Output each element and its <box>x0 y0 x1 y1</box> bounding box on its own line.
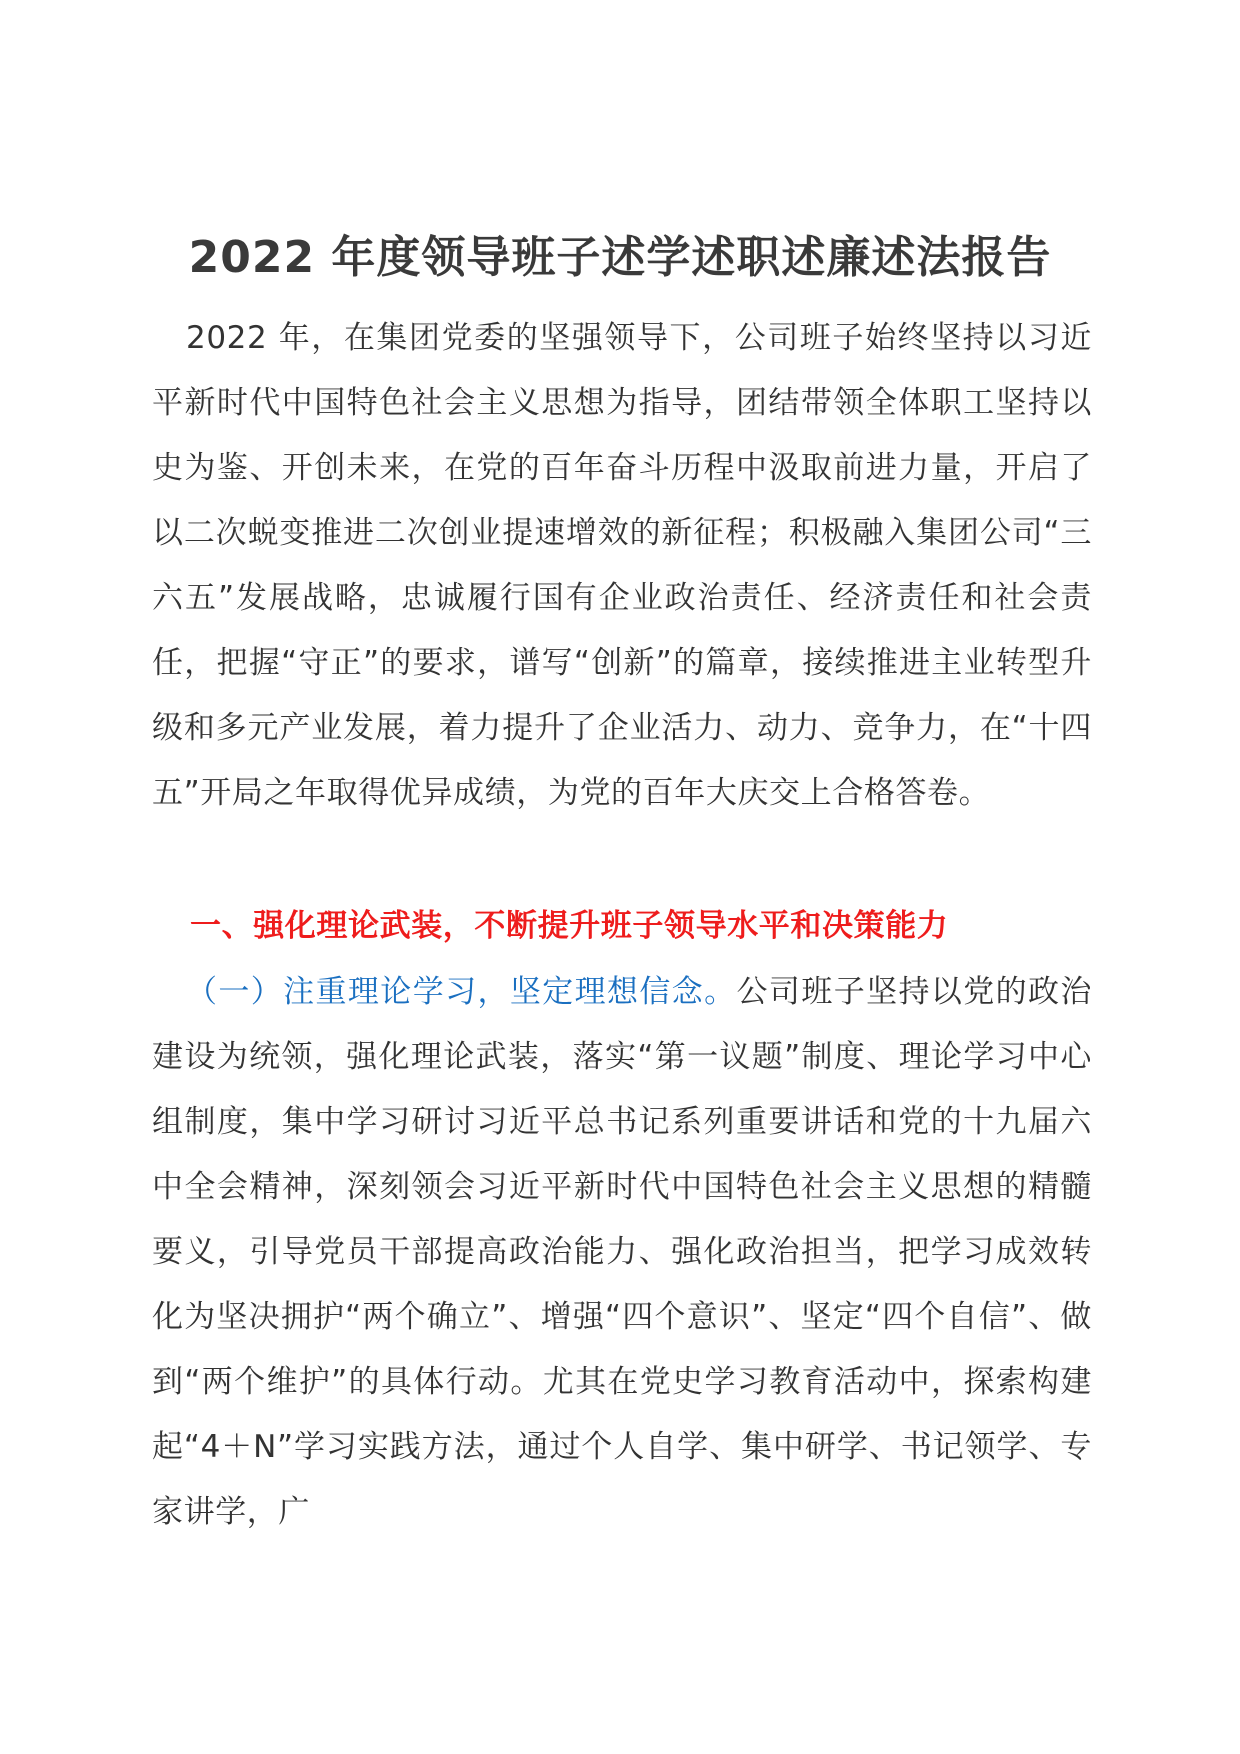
subsection-1-paragraph <box>152 960 1092 1545</box>
section-heading-1: 一、强化理论武装，不断提升班子领导水平和决策能力 <box>190 908 949 944</box>
subsection-heading-1: （一）注重理论学习，坚定理想信念。 <box>186 974 737 1010</box>
document-title: 2022 年度领导班子述学述职述廉述法报告 <box>188 232 1052 283</box>
intro-paragraph: 2022 年，在集团党委的坚强领导下，公司班子始终坚持以习近平新时代中国特色社会主义思想为指导，团结带领全体职工坚持以史为鉴、开创未来，在党的百年奋斗历程中汲取前进力量，开启了以二次蜕变推进二次创业提速增效的新征程；积极融入集团公司“三六五”发展战略，忠诚履行国有企业政治责任、经济责任和社会责任，把握“守正”的要求，谱写“创新”的篇章，接续推进主业转型升级和多元产业发展，着力提升了企业活力、动力、竞争力，在“十四五”开局之年取得优异成绩，为党的百年大庆交上合格答卷。 <box>152 320 1092 811</box>
subsection-1-text: 公司班子坚持以党的政治建设为统领，强化理论武装，落实“第一议题”制度、理论学习中心组制度，集中学习研讨习近平总书记系列重要讲话和党的十九届六中全会精神，深刻领会习近平新时代中国特色社会主义思想的精髓要义，引导党员干部提高政治能力、强化政治担当，把学习成效转化为坚决拥护“两个确立”、增强“四个意识”、坚定“四个自信”、做到“两个维护”的具体行动。尤其在党史学习教育活动中，探索构建起“4＋N”学习实践方法，通过个人自学、集中研学、书记领学、专家讲学，广 <box>152 974 1092 1530</box>
